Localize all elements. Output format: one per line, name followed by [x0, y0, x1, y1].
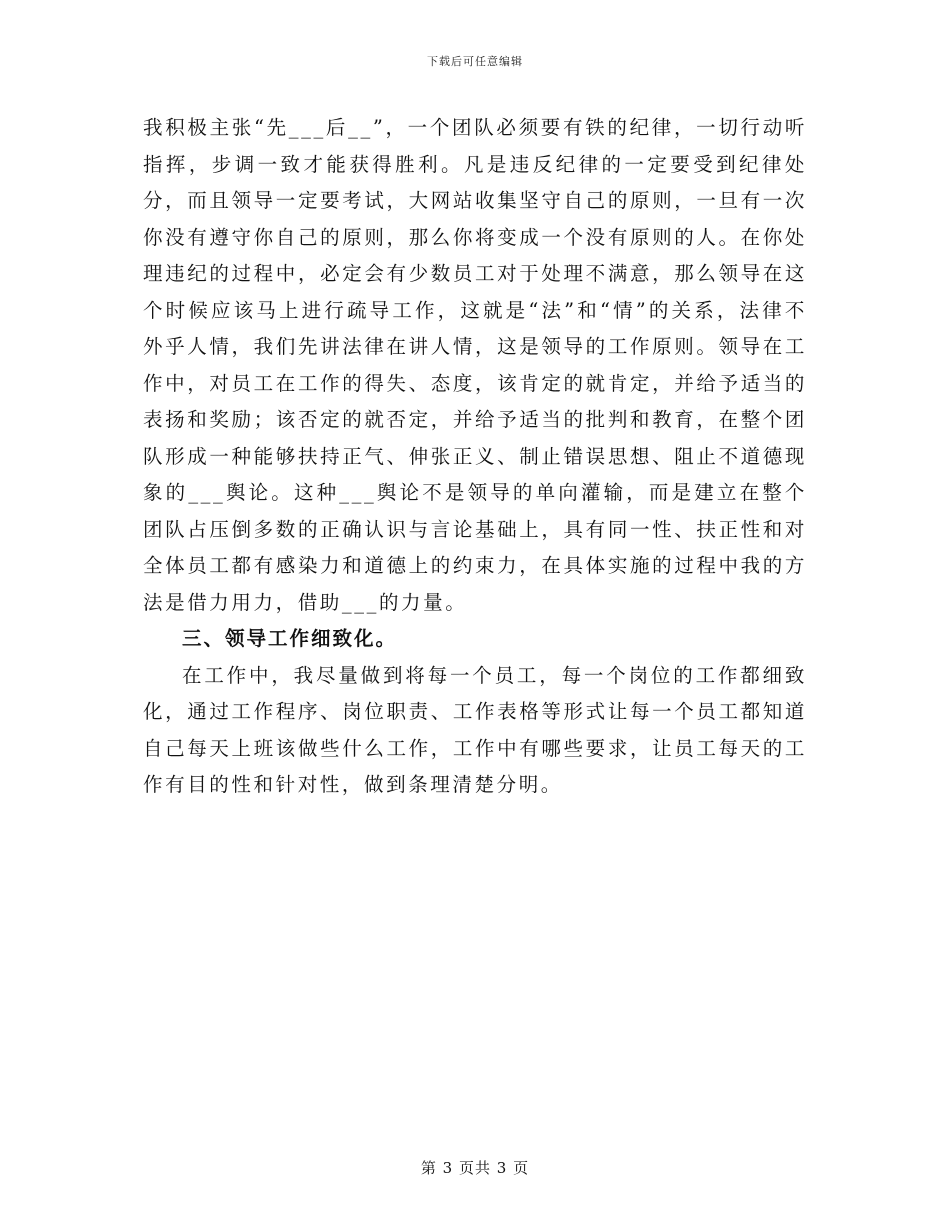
page-header: 下载后可任意编辑 [427, 55, 523, 68]
document-body [143, 110, 807, 804]
body-paragraph-2: 在工作中，我尽量做到将每一个员工，每一个岗位的工作都细致化，通过工作程序、岗位职责、工作表格等形式让每一个员工都知道自己每天上班该做些什么工作，工作中有哪些要求，让员工每天的工作有目的性和针对性，做到条理清楚分明。 [143, 663, 807, 796]
page-footer: 第 3 页共 3 页 [420, 1159, 530, 1177]
section-heading: 三、领导工作细致化。 [182, 627, 398, 650]
body-paragraph-1: 我积极主张“先___后__”，一个团队必须要有铁的纪律，一切行动听指挥，步调一致才能获得胜利。凡是违反纪律的一定要受到纪律处分，而且领导一定要考试，大网站收集坚守自己的原则，一旦有一次你没有遵守你自己的原则，那么你将变成一个没有原则的人。在你处理违纪的过程中，必定会有少数员工对于处理不满意，那么领导在这个时候应该马上进行疏导工作，这就是“法”和“情”的关系，法律不外乎人情，我们先讲法律在讲人情，这是领导的工作原则。领导在工作中，对员工在工作的得失、态度，该肯定的就肯定，并给予适当的表扬和奖励；该否定的就否定，并给予适当的批判和教育，在整个团队形成一种能够扶持正气、伸张正义、制止错误思想、阻止不道德现象的___舆论。这种___舆论不是领导的单向灌输，而是建立在整个团队占压倒多数的正确认识与言论基础上，具有同一性、扶正性和对全体员工都有感染力和道德上的约束力，在具体实施的过程中我的方法是借力用力，借助___的力量。 [143, 116, 807, 614]
